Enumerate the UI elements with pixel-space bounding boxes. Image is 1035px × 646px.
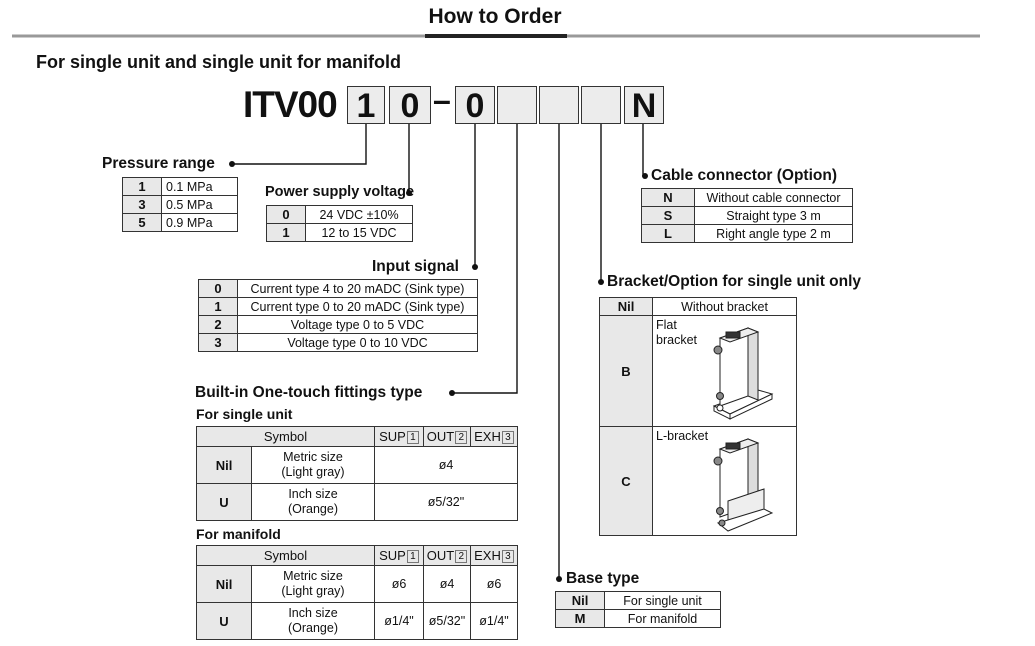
value: 0.1 MPa	[162, 178, 238, 196]
value: Without cable connector	[695, 189, 853, 207]
code: 1	[123, 178, 162, 196]
code: Nil	[197, 566, 252, 603]
exh-header: EXH	[474, 548, 501, 563]
table-row	[197, 566, 518, 603]
out-header: OUT	[426, 548, 455, 563]
code-digit-cable: N	[624, 86, 664, 124]
out-value: ø5/32"	[424, 603, 471, 640]
value: Straight type 3 m	[695, 207, 853, 225]
single-fittings-table	[196, 426, 518, 521]
single-unit-label: For single unit	[196, 406, 293, 422]
power-supply-label: Power supply voltage	[265, 184, 415, 200]
sup-header: SUP	[379, 548, 406, 563]
sup-value: ø6	[375, 566, 424, 603]
code: U	[197, 603, 252, 640]
value: 24 VDC ±10%	[306, 206, 413, 224]
pressure-range-table	[122, 177, 238, 232]
value: 0.9 MPa	[162, 214, 238, 232]
table-row	[556, 610, 721, 628]
base-type-table	[555, 591, 721, 628]
table-row	[199, 334, 478, 352]
table-row	[199, 298, 478, 316]
desc: Metric size	[283, 450, 343, 464]
port-number: 2	[455, 550, 467, 563]
code: 0	[199, 280, 238, 298]
table-row	[600, 427, 797, 536]
table-row	[199, 280, 478, 298]
code-digit-pressure: 1	[347, 86, 385, 124]
code: 3	[199, 334, 238, 352]
table-row	[123, 196, 238, 214]
code: 2	[199, 316, 238, 334]
table-row	[123, 178, 238, 196]
code: U	[197, 484, 252, 521]
pressure-range-label: Pressure range	[102, 155, 215, 172]
code: Nil	[556, 592, 605, 610]
out-value: ø4	[424, 566, 471, 603]
port-number: 3	[502, 550, 514, 563]
value: Flat bracket	[656, 318, 697, 347]
port-number: 2	[455, 431, 467, 444]
input-signal-label: Input signal	[372, 258, 459, 275]
code: Nil	[600, 298, 653, 316]
page-title: How to Order	[428, 5, 562, 28]
table-row	[197, 484, 518, 521]
table-row	[267, 206, 413, 224]
value: Current type 4 to 20 mADC (Sink type)	[238, 280, 478, 298]
desc: Metric size	[283, 569, 343, 583]
code: B	[600, 316, 653, 427]
symbol-header: Symbol	[197, 427, 375, 447]
section-subtitle: For single unit and single unit for manifold	[36, 52, 401, 72]
port-number: 3	[502, 431, 514, 444]
fittings-label: Built-in One-touch fittings type	[195, 384, 423, 401]
value: Voltage type 0 to 5 VDC	[238, 316, 478, 334]
code: S	[642, 207, 695, 225]
table-row	[556, 592, 721, 610]
code: C	[600, 427, 653, 536]
sup-header: SUP	[379, 429, 406, 444]
value: 0.5 MPa	[162, 196, 238, 214]
code-digit-fittings	[497, 86, 537, 124]
table-row	[197, 447, 518, 484]
flat-bracket-image	[708, 324, 778, 424]
code: 1	[267, 224, 306, 242]
sup-value: ø1/4"	[375, 603, 424, 640]
table-row	[197, 603, 518, 640]
value: Right angle type 2 m	[695, 225, 853, 243]
manifold-fittings-table	[196, 545, 518, 640]
value: L-bracket	[656, 429, 709, 443]
base-type-label: Base type	[566, 570, 640, 587]
exh-value: ø6	[471, 566, 518, 603]
table-row	[642, 207, 853, 225]
value: ø4	[375, 447, 518, 484]
desc: (Light gray)	[281, 584, 345, 598]
code: L	[642, 225, 695, 243]
table-row	[642, 189, 853, 207]
exh-header: EXH	[474, 429, 501, 444]
code-digit-bracket	[581, 86, 621, 124]
code: 1	[199, 298, 238, 316]
bracket-label: Bracket/Option for single unit only	[607, 273, 862, 290]
desc: (Light gray)	[281, 465, 345, 479]
port-number: 1	[407, 550, 419, 563]
cable-connector-label: Cable connector (Option)	[651, 167, 837, 184]
desc: (Orange)	[287, 621, 339, 635]
cable-connector-table	[641, 188, 853, 243]
value: Without bracket	[653, 298, 797, 316]
code-digit-power: 0	[389, 86, 431, 124]
table-row	[199, 316, 478, 334]
table-row	[642, 225, 853, 243]
header-row	[197, 427, 518, 447]
code: M	[556, 610, 605, 628]
code-digit-input: 0	[455, 86, 495, 124]
table-row	[600, 316, 797, 427]
out-header: OUT	[426, 429, 455, 444]
port-number: 1	[407, 431, 419, 444]
l-bracket-image	[708, 435, 778, 535]
value: 12 to 15 VDC	[306, 224, 413, 242]
table-row	[123, 214, 238, 232]
input-signal-table	[198, 279, 478, 352]
value: ø5/32"	[375, 484, 518, 521]
desc: Inch size	[288, 487, 338, 501]
code: 3	[123, 196, 162, 214]
exh-value: ø1/4"	[471, 603, 518, 640]
value: For manifold	[605, 610, 721, 628]
value: Voltage type 0 to 10 VDC	[238, 334, 478, 352]
code-dash: –	[433, 82, 451, 118]
code: N	[642, 189, 695, 207]
table-row	[600, 298, 797, 316]
desc: (Orange)	[287, 502, 339, 516]
code: 5	[123, 214, 162, 232]
power-supply-table	[266, 205, 413, 242]
code: Nil	[197, 447, 252, 484]
code-digit-base	[539, 86, 579, 124]
symbol-header: Symbol	[197, 546, 375, 566]
model-prefix: ITV00	[243, 84, 337, 125]
header-row	[197, 546, 518, 566]
bracket-table	[599, 297, 797, 536]
manifold-label: For manifold	[196, 526, 281, 542]
table-row	[267, 224, 413, 242]
code: 0	[267, 206, 306, 224]
desc: Inch size	[288, 606, 338, 620]
value: For single unit	[605, 592, 721, 610]
value: Current type 0 to 20 mADC (Sink type)	[238, 298, 478, 316]
